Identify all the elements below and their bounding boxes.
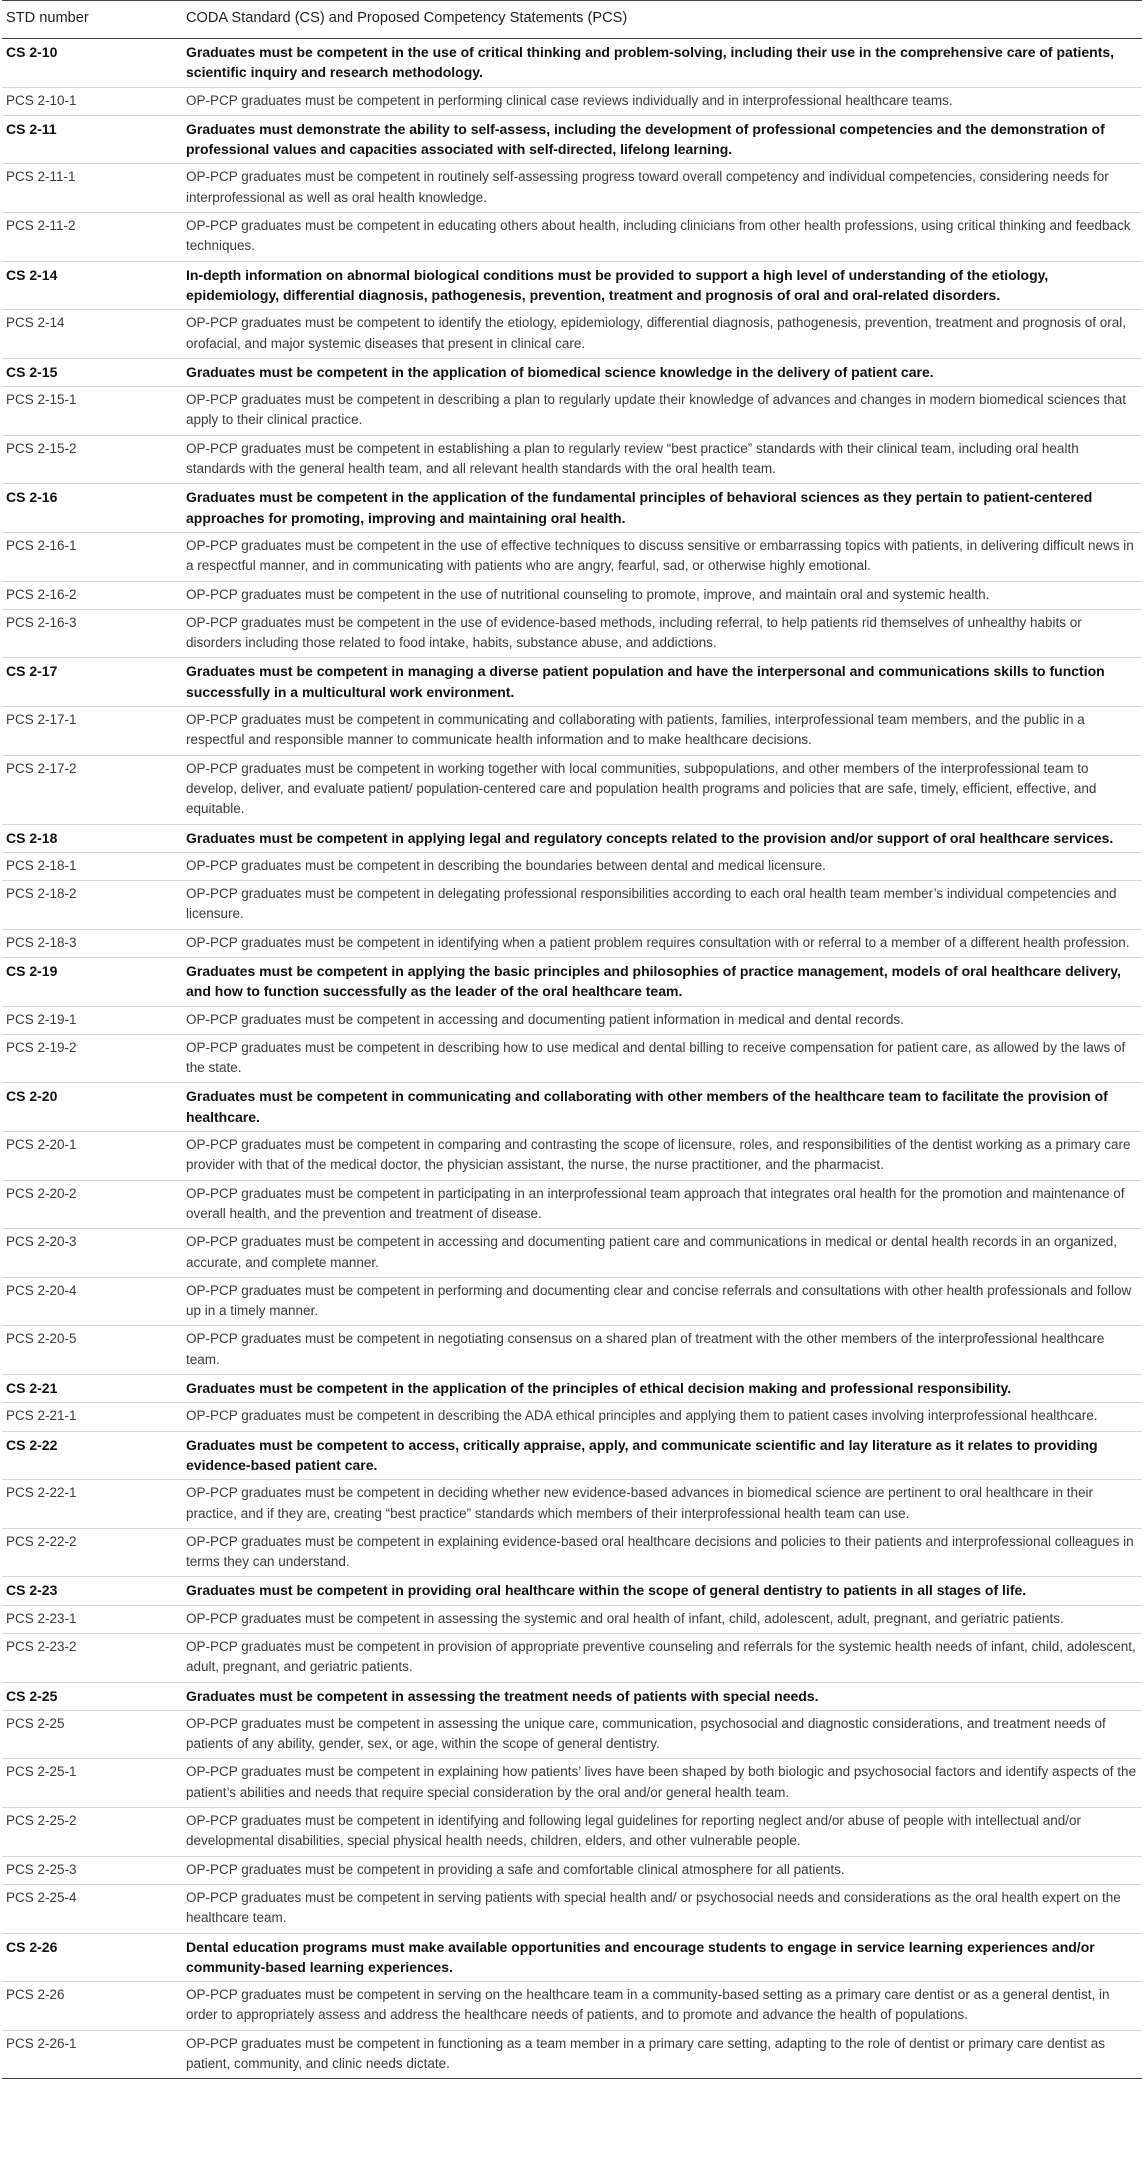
standards-table [2,0,1142,2079]
pcs-competency-row [2,1229,1142,1278]
competency-statement-cell: OP-PCP graduates must be competent in negotiating consensus on a shared plan of treatment with the other members of the interprofessional healthcare team. [182,1326,1142,1375]
std-number-cell: PCS 2-17-2 [2,755,182,824]
competency-statement-cell: OP-PCP graduates must be competent in communicating and collaborating with patients, families, interprofessional team members, and the public in a respectful and responsible manner to communicate health information and to make healthcare decisions. [182,707,1142,756]
pcs-competency-row [2,881,1142,930]
cs-standard-row [2,115,1142,164]
pcs-competency-row [2,435,1142,484]
competency-statement-cell: OP-PCP graduates must be competent in the use of nutritional counseling to promote, improve, and maintain oral and systemic health. [182,581,1142,609]
standard-statement-cell: Graduates must demonstrate the ability to self-assess, including the development of professional competencies and the demonstration of professional values and capacities associated with self-directed, lifelong learning. [182,115,1142,164]
std-number-cell: CS 2-11 [2,115,182,164]
cs-standard-row [2,658,1142,707]
competency-statement-cell: OP-PCP graduates must be competent in performing clinical case reviews individually and in interprofessional healthcare teams. [182,87,1142,115]
std-number-cell: PCS 2-25-1 [2,1759,182,1808]
pcs-competency-row [2,1982,1142,2031]
pcs-competency-row [2,310,1142,359]
std-number-cell: PCS 2-20-2 [2,1180,182,1229]
pcs-competency-row [2,1634,1142,1683]
std-number-cell: PCS 2-15-1 [2,387,182,436]
competency-statement-cell: OP-PCP graduates must be competent in explaining how patients’ lives have been shaped by both biologic and psychosocial factors and identify aspects of the patient’s abilities and needs that require special consideration by the oral and/or general health team. [182,1759,1142,1808]
std-number-cell: PCS 2-22-2 [2,1528,182,1577]
competency-statement-cell: OP-PCP graduates must be competent in working together with local communities, subpopulations, and other members of the interprofessional team to develop, deliver, and evaluate patient/ population-centered care and population health programs and policies that are safe, timely, efficient, effective, and equitable. [182,755,1142,824]
standard-statement-cell: Graduates must be competent in applying the basic principles and philosophies of practice management, models of oral healthcare delivery, and how to function successfully as the leader of the oral healthcare team. [182,957,1142,1006]
standard-statement-cell: Graduates must be competent in managing a diverse patient population and have the interpersonal and communications skills to function successfully in a multicultural work environment. [182,658,1142,707]
cs-standard-row [2,1375,1142,1403]
standard-statement-cell: Graduates must be competent in communicating and collaborating with other members of the healthcare team to facilitate the provision of healthcare. [182,1083,1142,1132]
header-std-number: STD number [2,1,182,39]
std-number-cell: PCS 2-16-3 [2,609,182,658]
standard-statement-cell: Graduates must be competent to access, critically appraise, apply, and communicate scientific and lay literature as it relates to providing evidence-based patient care. [182,1431,1142,1480]
standard-statement-cell: Dental education programs must make available opportunities and encourage students to engage in service learning experiences and/or community-based learning experiences. [182,1933,1142,1982]
competency-statement-cell: OP-PCP graduates must be competent in identifying and following legal guidelines for reporting neglect and/or abuse of people with intellectual and/or developmental disabilities, special physical health needs, children, elders, and other vulnerable people. [182,1808,1142,1857]
std-number-cell: PCS 2-20-3 [2,1229,182,1278]
std-number-cell: CS 2-14 [2,261,182,310]
pcs-competency-row [2,1856,1142,1884]
std-number-cell: PCS 2-26 [2,1982,182,2031]
cs-standard-row [2,1577,1142,1605]
competency-statement-cell: OP-PCP graduates must be competent in serving patients with special health and/ or psychosocial needs and considerations as the oral health expert on the healthcare team. [182,1884,1142,1933]
competency-statement-cell: OP-PCP graduates must be competent in describing the boundaries between dental and medical licensure. [182,852,1142,880]
std-number-cell: PCS 2-25-4 [2,1884,182,1933]
competency-statement-cell: OP-PCP graduates must be competent in accessing and documenting patient information in medical and dental records. [182,1006,1142,1034]
pcs-competency-row [2,755,1142,824]
competency-statement-cell: OP-PCP graduates must be competent in deciding whether new evidence-based advances in biomedical science are pertinent to oral healthcare in their practice, and if they are, creating “best practice” standards which members of their interprofessional health team can use. [182,1480,1142,1529]
standard-statement-cell: In-depth information on abnormal biological conditions must be provided to support a high level of understanding of the etiology, epidemiology, differential diagnosis, pathogenesis, prevention, treatment and prognosis of oral and oral-related disorders. [182,261,1142,310]
std-number-cell: PCS 2-16-2 [2,581,182,609]
pcs-competency-row [2,387,1142,436]
std-number-cell: CS 2-19 [2,957,182,1006]
std-number-cell: PCS 2-11-2 [2,213,182,262]
pcs-competency-row [2,87,1142,115]
std-number-cell: PCS 2-22-1 [2,1480,182,1529]
std-number-cell: PCS 2-25-2 [2,1808,182,1857]
competency-statement-cell: OP-PCP graduates must be competent in serving on the healthcare team in a community-based setting as a primary care dentist or as a general dentist, in order to appropriately assess and address the healthcare needs of patients, and to promote and advance the health of populations. [182,1982,1142,2031]
header-row [2,1,1142,39]
pcs-competency-row [2,1480,1142,1529]
std-number-cell: PCS 2-25-3 [2,1856,182,1884]
cs-standard-row [2,261,1142,310]
pcs-competency-row [2,1006,1142,1034]
cs-standard-row [2,1933,1142,1982]
competency-statement-cell: OP-PCP graduates must be competent in participating in an interprofessional team approach that integrates oral health for the promotion and maintenance of overall health, and the prevention and treatment of disease. [182,1180,1142,1229]
competency-statement-cell: OP-PCP graduates must be competent in explaining evidence-based oral healthcare decisions and policies to their patients and interprofessional colleagues in terms they can understand. [182,1528,1142,1577]
pcs-competency-row [2,532,1142,581]
std-number-cell: PCS 2-19-2 [2,1034,182,1083]
cs-standard-row [2,1682,1142,1710]
competency-statement-cell: OP-PCP graduates must be competent in describing a plan to regularly update their knowledge of advances and changes in modern biomedical sciences that apply to their clinical practice. [182,387,1142,436]
pcs-competency-row [2,581,1142,609]
pcs-competency-row [2,707,1142,756]
pcs-competency-row [2,213,1142,262]
competency-statement-cell: OP-PCP graduates must be competent in accessing and documenting patient care and communications in medical or dental health records in an organized, accurate, and complete manner. [182,1229,1142,1278]
std-number-cell: PCS 2-18-3 [2,929,182,957]
standard-statement-cell: Graduates must be competent in assessing the treatment needs of patients with special needs. [182,1682,1142,1710]
std-number-cell: PCS 2-21-1 [2,1403,182,1431]
competency-statement-cell: OP-PCP graduates must be competent to identify the etiology, epidemiology, differential diagnosis, pathogenesis, prevention, treatment and prognosis of oral, orofacial, and major systemic diseases that present in clinical care. [182,310,1142,359]
pcs-competency-row [2,1605,1142,1633]
std-number-cell: CS 2-23 [2,1577,182,1605]
std-number-cell: PCS 2-18-2 [2,881,182,930]
table-header [2,1,1142,39]
competency-statement-cell: OP-PCP graduates must be competent in describing how to use medical and dental billing to receive compensation for patient care, as allowed by the laws of the state. [182,1034,1142,1083]
table-body [2,39,1142,2079]
std-number-cell: CS 2-18 [2,824,182,852]
pcs-competency-row [2,2030,1142,2079]
std-number-cell: CS 2-16 [2,484,182,533]
pcs-competency-row [2,929,1142,957]
competency-statement-cell: OP-PCP graduates must be competent in delegating professional responsibilities according to each oral health team member’s individual competencies and licensure. [182,881,1142,930]
pcs-competency-row [2,1180,1142,1229]
competency-statement-cell: OP-PCP graduates must be competent in identifying when a patient problem requires consultation with or referral to a member of a different health profession. [182,929,1142,957]
std-number-cell: PCS 2-17-1 [2,707,182,756]
standard-statement-cell: Graduates must be competent in the application of the fundamental principles of behavioral sciences as they pertain to patient-centered approaches for promoting, improving and maintaining oral health. [182,484,1142,533]
std-number-cell: PCS 2-23-2 [2,1634,182,1683]
std-number-cell: PCS 2-10-1 [2,87,182,115]
std-number-cell: PCS 2-25 [2,1710,182,1759]
competency-statement-cell: OP-PCP graduates must be competent in performing and documenting clear and concise referrals and consultations with other health professionals and follow up in a timely manner. [182,1277,1142,1326]
std-number-cell: PCS 2-20-5 [2,1326,182,1375]
competency-statement-cell: OP-PCP graduates must be competent in provision of appropriate preventive counseling and referrals for the systemic health needs of infant, child, adolescent, adult, pregnant, and geriatric patients. [182,1634,1142,1683]
pcs-competency-row [2,1528,1142,1577]
competency-statement-cell: OP-PCP graduates must be competent in comparing and contrasting the scope of licensure, roles, and responsibilities of the dentist working as a primary care provider with that of the medical doctor, the physician assistant, the nurse, the nurse practitioner, and the pharmacist. [182,1132,1142,1181]
cs-standard-row [2,824,1142,852]
standard-statement-cell: Graduates must be competent in the application of the principles of ethical decision making and professional responsibility. [182,1375,1142,1403]
std-number-cell: PCS 2-11-1 [2,164,182,213]
standard-statement-cell: Graduates must be competent in the use of critical thinking and problem-solving, including their use in the comprehensive care of patients, scientific inquiry and research methodology. [182,39,1142,88]
std-number-cell: CS 2-20 [2,1083,182,1132]
std-number-cell: PCS 2-23-1 [2,1605,182,1633]
std-number-cell: PCS 2-15-2 [2,435,182,484]
cs-standard-row [2,1431,1142,1480]
standard-statement-cell: Graduates must be competent in providing oral healthcare within the scope of general dentistry to patients in all stages of life. [182,1577,1142,1605]
competency-statement-cell: OP-PCP graduates must be competent in establishing a plan to regularly review “best practice” standards with their clinical team, including oral health standards with the general health team, and all relevant health standards with the oral health team. [182,435,1142,484]
std-number-cell: PCS 2-20-1 [2,1132,182,1181]
pcs-competency-row [2,1808,1142,1857]
cs-standard-row [2,39,1142,88]
std-number-cell: PCS 2-16-1 [2,532,182,581]
std-number-cell: PCS 2-18-1 [2,852,182,880]
std-number-cell: PCS 2-14 [2,310,182,359]
competency-statement-cell: OP-PCP graduates must be competent in the use of effective techniques to discuss sensitive or embarrassing topics with patients, in delivering difficult news in a respectful manner, and in communicating with patients who are angry, fearful, sad, or otherwise highly emotional. [182,532,1142,581]
std-number-cell: CS 2-21 [2,1375,182,1403]
competency-statement-cell: OP-PCP graduates must be competent in assessing the unique care, communication, psychosocial and diagnostic considerations, and treatment needs of patients of any ability, gender, sex, or age, within the scope of general dentistry. [182,1710,1142,1759]
pcs-competency-row [2,1403,1142,1431]
pcs-competency-row [2,1884,1142,1933]
std-number-cell: PCS 2-26-1 [2,2030,182,2079]
competency-statement-cell: OP-PCP graduates must be competent in functioning as a team member in a primary care setting, adapting to the role of dentist or primary care dentist as patient, community, and clinic needs dictate. [182,2030,1142,2079]
std-number-cell: PCS 2-19-1 [2,1006,182,1034]
standard-statement-cell: Graduates must be competent in applying legal and regulatory concepts related to the provision and/or support of oral healthcare services. [182,824,1142,852]
competency-statement-cell: OP-PCP graduates must be competent in assessing the systemic and oral health of infant, child, adolescent, adult, pregnant, and geriatric patients. [182,1605,1142,1633]
competency-statement-cell: OP-PCP graduates must be competent in educating others about health, including clinicians from other health professions, using critical thinking and feedback techniques. [182,213,1142,262]
std-number-cell: CS 2-17 [2,658,182,707]
competency-statement-cell: OP-PCP graduates must be competent in routinely self-assessing progress toward overall competency and individual competencies, considering needs for interprofessional as well as oral health knowledge. [182,164,1142,213]
standard-statement-cell: Graduates must be competent in the application of biomedical science knowledge in the delivery of patient care. [182,358,1142,386]
std-number-cell: CS 2-26 [2,1933,182,1982]
cs-standard-row [2,358,1142,386]
pcs-competency-row [2,1759,1142,1808]
pcs-competency-row [2,1326,1142,1375]
pcs-competency-row [2,164,1142,213]
pcs-competency-row [2,1710,1142,1759]
pcs-competency-row [2,609,1142,658]
pcs-competency-row [2,1277,1142,1326]
header-standard-statement: CODA Standard (CS) and Proposed Competency Statements (PCS) [182,1,1142,39]
cs-standard-row [2,484,1142,533]
cs-standard-row [2,1083,1142,1132]
std-number-cell: CS 2-15 [2,358,182,386]
cs-standard-row [2,957,1142,1006]
pcs-competency-row [2,1034,1142,1083]
competency-statement-cell: OP-PCP graduates must be competent in describing the ADA ethical principles and applying them to patient cases involving interprofessional healthcare. [182,1403,1142,1431]
competency-statement-cell: OP-PCP graduates must be competent in the use of evidence-based methods, including referral, to help patients rid themselves of unhealthy habits or disorders including those related to food intake, habits, substance abuse, and addictions. [182,609,1142,658]
competency-statement-cell: OP-PCP graduates must be competent in providing a safe and comfortable clinical atmosphere for all patients. [182,1856,1142,1884]
std-number-cell: CS 2-22 [2,1431,182,1480]
pcs-competency-row [2,1132,1142,1181]
std-number-cell: CS 2-10 [2,39,182,88]
std-number-cell: CS 2-25 [2,1682,182,1710]
std-number-cell: PCS 2-20-4 [2,1277,182,1326]
pcs-competency-row [2,852,1142,880]
